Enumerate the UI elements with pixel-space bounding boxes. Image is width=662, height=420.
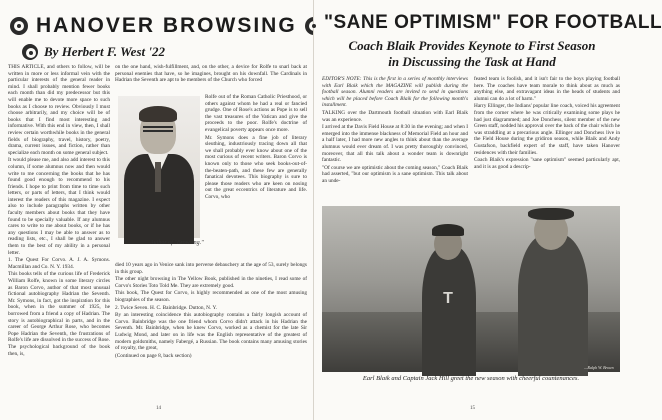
photo-caption: Earl Blaik and Captain Jack Hill greet the new season with cheerful countenances. [362,375,580,382]
article-column-2-bottom [115,262,307,404]
jersey-letter: T [443,290,453,307]
paragraph: This books tells of the curious life of Frederick William Rolfe, known in some literary circles as Baron Corvo, author of that most unusual fictional autobiography Hadrian the Seventh. Mr. Symons, in fact, got the inspiration for this book, when in the summer of 1925, he borrowed from a friend a copy of Hadrian. The story is autobiographical in parts, and in the career of George Arthur Rose, who becomes Pope Hadrian the Seventh, the frustrations of Rolfe's life are dissolved in the success of Rose. The psychological background of the book then, is, [8,271,110,357]
author-portrait [118,96,200,238]
article-column-2-side [205,94,307,264]
article-column-1 [322,76,468,202]
rosette-ornament-icon [22,44,38,60]
paragraph: I arrived at the Davis Field House at 8:30 in the evening; and when I emerged into the immense blackness of Memorial Field an hour and a half later, I had more new angles to think about than the average alumnus would ever dream of. I was pretty thoroughly convinced, moreover, that all this talk about a wonder team is downright fantastic. [322,124,468,164]
article-column-1 [8,64,110,404]
paragraph: The other night browsing in The Yellow Book, published in the nineties, I read some of Corvo's Stories Toto Told Me. They are extremely good. [115,276,307,289]
paragraph: Coach Blaik's expression "sane optimism" seemed particularly apt, and it is as good a descrip- [474,157,620,170]
paragraph: THIS ARTICLE, and others to follow, will be written in more or less informal vein with the particular interests of the general reader in mind. I shall probably mention fewer books each month than did my predecessor but this will enable me to devote more space to such books as I choose to review. Obviously I must choose arbitrarily, and my choice will be of books that I find most interesting and informative. With this end in view, then, I shall review certain worthwhile books in the general fields of biography, travel, history, poetry, drama, current issues, and fiction, rather than specialize each month on some general subject. [8,64,110,156]
page-title: HANOVER BROWSING [36,14,297,37]
book-entry-heading: 1. The Quest For Corvo. A. J. A. Symons. Macmillan and Co. N. Y. 1934. [8,257,110,270]
paragraph: on the one hand, wish-fulfillment, and, on the other, a device for Rolfe to snarl back at personal enemies that have, so he imagines, brought on his downfall. The Cardinals in Hadrian the Seventh are apt to be members of the Church who forced [115,64,307,84]
continuation-note: (Continued on page 8, back section) [115,352,192,359]
photo-credit: —Ralph W. Brown [584,365,614,370]
paragraph: Harry Ellinger, the Indians' popular line coach, voiced his agreement from the corner where he was critically examining some plays he had just diagrammed; and Joe Donchess, silent member of the new Green staff, nodded his approval over the back of the chair which he was straddling at a precarious angle. Ellinger and Donchess live in the Field House during the gridiron season, while Blaik and Andy Gustafson, backfield expert of the staff, have taken Hanover residences with their families. [474,103,620,156]
paragraph: It would please me, and also add interest to this column, if some alumnus now and then would write to me concerning the books that he has found good enough to recommend to his friends. I hope to print from time to time such letters, or parts of letters, that I think would interest the readers of this magazine. I expect also to include paragraphs written by other faculty members about books that they have found to be specially valuable. If any alumnus cares to write to me about books, or if he has any questions I may be able to answer as to reading lists, etc., I shall be glad to answer them to the best of my ability in a personal letter. [8,157,110,256]
right-page [314,0,662,420]
portrait-caption: Author of "Browsing." [150,240,204,246]
paragraph: This book, The Quest for Corvo, is highly recommended as one of the most amusing biographies of the season. [115,290,307,303]
page-number: 15 [470,406,475,411]
paragraph: Rolfe out of the Roman Catholic Priesthood, or others against whom he had a real or fancied grudge. One of Rose's actions as Pope is to sell the vast treasures of the Vatican and give the proceeds to the poor. Rolfe's doctrine of evangelical poverty appears once more. [205,94,307,133]
hanover-browsing-header [10,14,310,38]
byline [22,44,302,60]
article-column-2 [474,76,620,202]
rosette-ornament-icon [10,17,28,35]
author-byline: By Herbert F. West '22 [44,44,165,59]
left-page [0,0,314,420]
coaches-photo [322,206,620,372]
paragraph: By an interesting coincidence this autobiography contains a fairly longish account of Corvo. Bainbridge was the one friend whom Corvo didn't attack in his Hadrian the Seventh. Mr. Bainbridge, when he knew Corvo, worked as a chemist for the late Sir Ludwig Mond, and later on in life was the English representative of the greatest of modern goldsmiths, namely Fabergé, a Russian. The book contains many amusing stories of royalty, the great, [115,312,307,352]
article-column-2-top [115,64,307,94]
paragraph: feated team is foolish, and it isn't fair to the boys playing football here. The coaches have team morale to think about as much as anything else, and extravagant ideas in the heads of students and alumni can do a lot of harm." [474,76,620,102]
paragraph: TALKING over the Dartmouth football situation with Earl Blaik was an experience. [322,109,468,123]
book-entry-heading: 2. Twice Seven. H. C. Bainbridge. Dutton, N. Y. [115,304,217,311]
page-number: 14 [156,406,161,411]
article-subtitle-line-1: Coach Blaik Provides Keynote to First Season [348,38,596,53]
article-title: "SANE OPTIMISM" FOR FOOTBALL [324,12,662,33]
editors-note: EDITOR'S NOTE: This is the first in a series of monthly interviews with Earl Blaik which the MAGAZINE will publish during the football season. Alumni readers are invited to send in questions which will be placed before Coach Blaik for the following month's installment. [322,76,468,109]
paragraph: died 10 years ago in Venice sank into perverse debauchery at the age of 53, surely belongs in this group. [115,262,307,275]
paragraph: "Of course we are optimistic about the coming season," Coach Blaik had asserted, "but our optimism is a sane optimism. This talk about an unde- [322,164,468,184]
article-subtitle-line-2: in Discussing the Task at Hand [388,54,556,69]
paragraph: Mr. Symons does a fine job of literary sleuthing, industriously tracing down all that we shall probably ever know about one of the most curious of recent writers. Baron Corvo is known only to those who seek books-out-of-the-beaten-path, and these few are generally fanatical devotees. This biography is sure to please those readers who are keen on nosing out the great eccentrics of literature and life. Corvo, who [205,134,307,200]
